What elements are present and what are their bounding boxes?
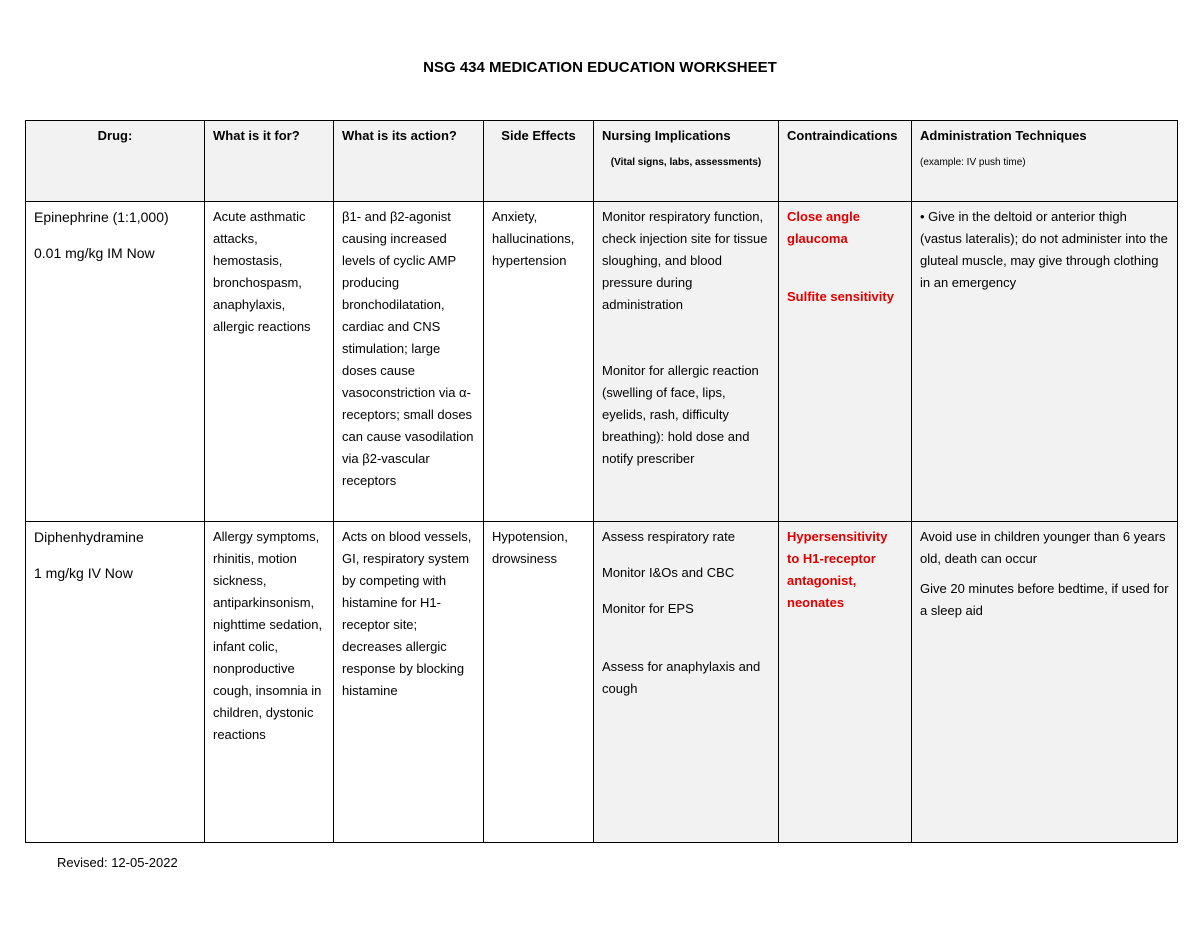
nursing-text: Monitor for EPS [602,601,694,616]
drug-dose: 0.01 mg/kg IM Now [34,245,155,261]
contraindications-cell [779,202,912,522]
drug-cell [26,202,205,522]
contraindications-cell [779,522,912,843]
drug-dose: 1 mg/kg IV Now [34,565,133,581]
administration-text: • Give in the deltoid or anterior thigh (vastus lateralis); do not administer into the gluteal muscle, may give through clothing in an emergency [920,209,1168,290]
side-effects-cell: Anxiety, hallucinations, hypertension [484,202,594,522]
table-row [26,522,1178,843]
nursing-text: Monitor I&Os and CBC [602,565,735,580]
nursing-text: Assess for anaphylaxis and cough [602,659,761,696]
administration-cell [912,202,1178,522]
header-action: What is its action? [334,121,484,202]
nursing-cell [594,202,779,522]
header-side-effects: Side Effects [484,121,594,202]
medication-table [25,120,1178,843]
action-cell: Acts on blood vessels, GI, respiratory system by competing with histamine for H1-receptor site; decreases allergic response by blocking histamine [334,522,484,843]
what-for-cell: Acute asthmatic attacks, hemostasis, bronchospasm, anaphylaxis, allergic reactions [205,202,334,522]
nursing-text: Monitor for allergic reaction (swelling of face, lips, eyelids, rash, difficulty breathing): hold dose and notify prescriber [602,363,759,466]
header-nursing-title: Nursing Implications [602,128,731,143]
what-for-cell: Allergy symptoms, rhinitis, motion sickness, antiparkinsonism, nighttime sedation, infant colic, nonproductive cough, insomnia in children, dystonic reactions [205,522,334,843]
nursing-text: Monitor respiratory function, check injection site for tissue sloughing, and blood pressure during administration [602,209,768,312]
drug-name: Epinephrine (1:1,000) [34,209,169,225]
header-nursing-sub: (Vital signs, labs, assessments) [610,157,762,168]
contraindication-text: Hypersensitivity to H1-receptor antagonist, neonates [787,529,888,610]
header-drug: Drug: [26,121,205,202]
nursing-cell [594,522,779,843]
drug-name: Diphenhydramine [34,529,144,545]
header-nursing [594,121,779,202]
contraindication-text: Close angle glaucoma [787,209,860,246]
contraindication-text: Sulfite sensitivity [787,289,894,304]
drug-cell [26,522,205,843]
administration-cell [912,522,1178,843]
action-cell: β1- and β2-agonist causing increased levels of cyclic AMP producing bronchodilatation, cardiac and CNS stimulation; large doses cause vasoconstriction via α-receptors; small doses can cause vasodilation via β2-vascular receptors [334,202,484,522]
page-title: NSG 434 MEDICATION EDUCATION WORKSHEET [423,59,777,76]
administration-text: Give 20 minutes before bedtime, if used for a sleep aid [920,581,1169,618]
header-what-for: What is it for? [205,121,334,202]
header-row [26,121,1178,202]
nursing-text: Assess respiratory rate [602,529,735,544]
header-administration [912,121,1178,202]
header-administration-sub: (example: IV push time) [920,157,1026,168]
revision-date: Revised: 12-05-2022 [57,855,178,870]
header-contraindications: Contraindications [779,121,912,202]
administration-text: Avoid use in children younger than 6 years old, death can occur [920,529,1166,566]
side-effects-cell: Hypotension, drowsiness [484,522,594,843]
table-row [26,202,1178,522]
header-administration-title: Administration Techniques [920,128,1087,143]
